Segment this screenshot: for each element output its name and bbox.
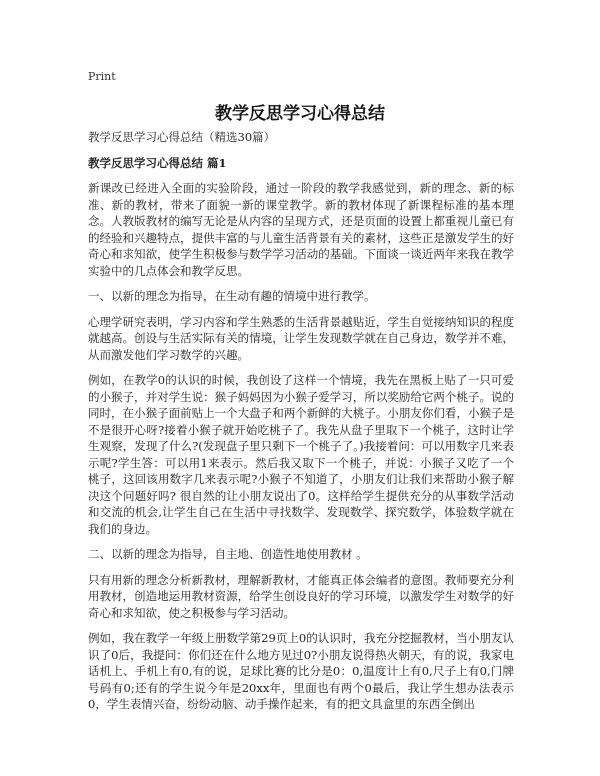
- paragraph-intro: 新课改已经进入全面的实验阶段，通过一阶段的教学我感觉到，新的理念、新的标准、新的教材，带来了面貌一新的课堂教学。新的教材体现了新课程标准的基本理念。人教版教材的编写无论是从内容的呈现方式，还是页面的设置上都重视儿童已有的经验和兴趣特点，提供丰富的与儿童生活背景有关的素材，这些正是激发学生的好奇心和求知欲，使学生积极参与数学学习活动的基础。下面谈一谈近两年来我在教学实验中的几点体会和教学反思。: [88, 181, 514, 278]
- paragraph-heading-2: 二、以新的理念为指导，自主地、创造性地使用教材 。: [88, 547, 368, 561]
- paragraph-example-zero: 例如，我在教学一年级上册数学第29页上0的认识时，我充分挖掘教材，当小朋友认识了0后，我提问：你们还在什么地方见过0?小朋友说得热火朝天，有的说，我家电话机上、手机上有0,有的说，足球比赛的比分是0：0,温度计上有0,尺子上有0,门牌号码有0;还有的学生说今年是20xx年，里面也有两个0最后，我让学生想办法表示0，学生表情兴奋，纷纷动脑、动手操作起来，有的把文具盒里的东西全倒出: [88, 631, 514, 711]
- paragraph-example-monkey: 例如，在教学0的认识的时候，我创设了这样一个情境，我先在黑板上贴了一只可爱的小猴子，并对学生说：猴子妈妈因为小猴子爱学习，所以奖励给它两个桃子。说的同时，在小猴子面前贴上一个大盘子和两个新鲜的大桃子。小朋友你们看，小猴子是不是很开心呀?接着小猴子就开始吃桃子了。我先从盘子里取下一个桃子，这时让学生观察，发现了什么?(发现盘子里只剩下一个桃子了。)我接着问：可以用数字几来表示呢?学生答：可以用1来表示。然后我又取下一个桃子，并说：小猴子又吃了一个桃子，这回该用数字几来表示呢?小猴子不知道了，小朋友们让我们来帮助小猴子解决这个问题好吗? 很自然的让小朋友说出了0。这样给学生提供充分的从事数学活动和交流的机会,让学生自己在生活中寻找数学、发现数学、探究数学，体验数学就在我们的身边。: [88, 373, 514, 536]
- print-label[interactable]: Print: [88, 70, 116, 83]
- paragraph-psychology: 心理学研究表明，学习内容和学生熟悉的生活背景越贴近，学生自觉接纳知识的程度就越高。创设与生活实际有关的情境，让学生发现数学就在自己身边，数学并不难，从而激发他们学习数学的兴趣。: [88, 314, 514, 362]
- page-title: 教学反思学习心得总结: [215, 104, 385, 124]
- section-title: 教学反思学习心得总结 篇1: [88, 155, 227, 170]
- document-body: [88, 129, 514, 722]
- document-subtitle: 教学反思学习心得总结（精选30篇）: [88, 130, 276, 144]
- paragraph-heading-1: 一、以新的理念为指导，在生动有趣的情境中进行教学。: [88, 289, 376, 303]
- paragraph-textbook: 只有用新的理念分析新教材，理解新教材，才能真正体会编者的意图。教师要充分利用教材，创造地运用教材资源，给学生创设良好的学习环境，以激发学生对数学的好奇心和求知欲，使之积极参与学习活动。: [88, 572, 514, 620]
